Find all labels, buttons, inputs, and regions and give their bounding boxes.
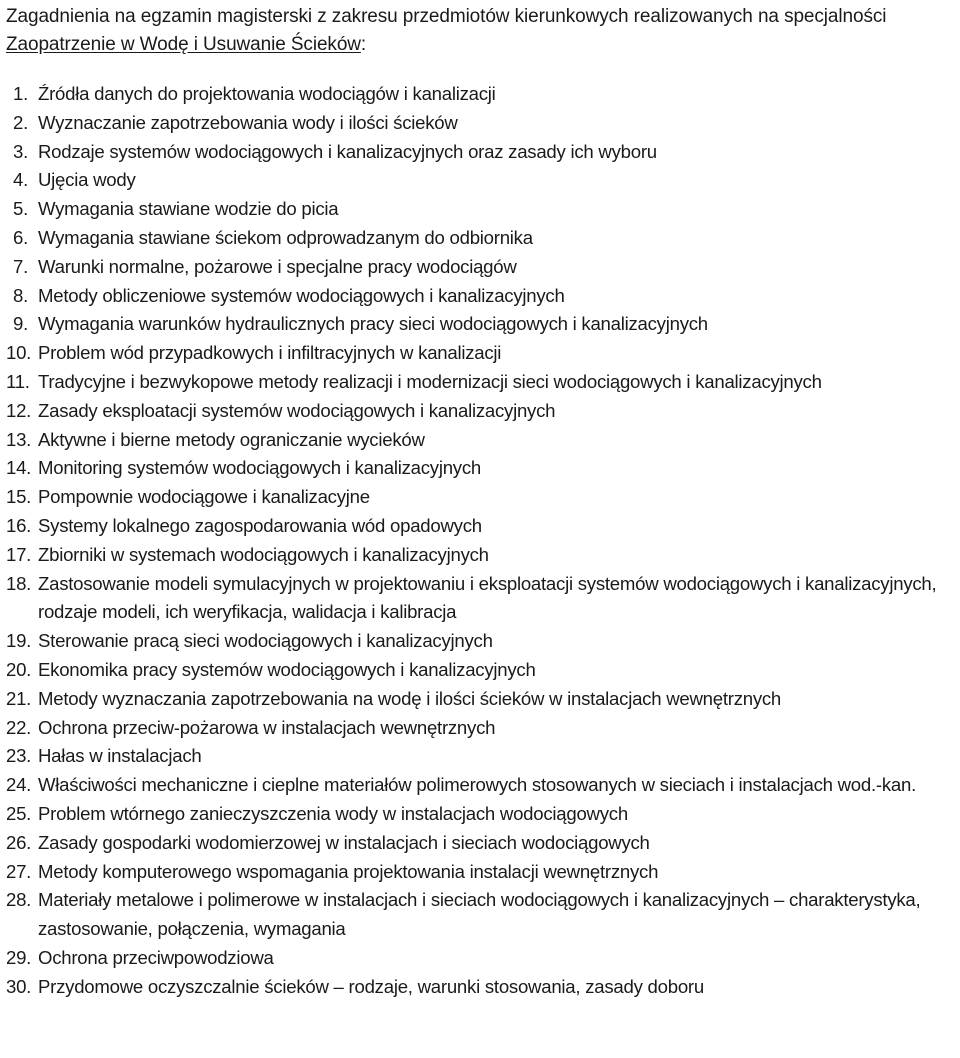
list-item-number: 10. — [6, 342, 32, 364]
list-item-number: 28. — [6, 889, 32, 911]
list-item — [6, 714, 956, 743]
list-item-text: Metody komputerowego wspomagania projektowania instalacji wewnętrznych — [38, 860, 659, 882]
list-item-text: Systemy lokalnego zagospodarowania wód opadowych — [38, 514, 482, 536]
list-item-text: Wyznaczanie zapotrzebowania wody i ilości ścieków — [38, 111, 458, 133]
list-item-number: 18. — [6, 572, 32, 594]
list-item — [6, 253, 956, 282]
list-item-text: Ochrona przeciw-pożarowa w instalacjach wewnętrznych — [38, 716, 496, 738]
list-item-number: 25. — [6, 802, 32, 824]
list-item-number: 24. — [6, 774, 32, 796]
list-item — [6, 195, 956, 224]
list-item-text: Przydomowe oczyszczalnie ścieków – rodzaje, warunki stosowania, zasady doboru — [38, 975, 704, 997]
list-item-number: 23. — [6, 745, 32, 767]
list-item — [6, 512, 956, 541]
list-item-text: Zasady gospodarki wodomierzowej w instalacjach i sieciach wodociągowych — [38, 831, 650, 853]
list-item-text: Materiały metalowe i polimerowe w instalacjach i sieciach wodociągowych i kanalizacyjnych – charakterystyka, zastosowanie, połączenia, wymagania — [38, 889, 921, 940]
heading-prefix: Zagadnienia na egzamin magisterski z zakresu przedmiotów kierunkowych realizowanych na specjalności — [6, 6, 887, 27]
list-item-number: 6. — [13, 226, 29, 248]
list-item-text: Problem wtórnego zanieczyszczenia wody w instalacjach wodociągowych — [38, 802, 628, 824]
list-item — [6, 454, 956, 483]
list-item — [6, 541, 956, 570]
list-item-number: 30. — [6, 975, 32, 997]
list-item-number: 4. — [13, 169, 29, 191]
list-item-number: 16. — [6, 514, 32, 536]
list-item-number: 13. — [6, 428, 32, 450]
list-item — [6, 685, 956, 714]
list-item — [6, 109, 956, 138]
list-item-text: Zastosowanie modeli symulacyjnych w projektowaniu i eksploatacji systemów wodociągowych i kanalizacyjnych, rodzaje modeli, ich weryfikacja, walidacja i kalibracja — [38, 572, 937, 623]
list-item-text: Aktywne i bierne metody ograniczanie wycieków — [38, 428, 425, 450]
list-item-number: 20. — [6, 658, 32, 680]
list-item — [6, 80, 956, 109]
list-item — [6, 829, 956, 858]
list-item — [6, 771, 956, 800]
list-item-text: Źródła danych do projektowania wodociągów i kanalizacji — [38, 83, 496, 104]
list-item-number: 29. — [6, 946, 32, 968]
list-item — [6, 570, 956, 628]
list-item — [6, 339, 956, 368]
list-item — [6, 224, 956, 253]
list-item — [6, 166, 956, 195]
list-item — [6, 627, 956, 656]
list-item-text: Rodzaje systemów wodociągowych i kanalizacyjnych oraz zasady ich wyboru — [38, 140, 657, 162]
heading-suffix: : — [360, 34, 367, 55]
list-item-number: 21. — [6, 687, 32, 709]
list-item-number: 22. — [6, 716, 32, 738]
list-item-number: 1. — [13, 83, 29, 104]
document-heading — [6, 0, 956, 59]
list-item-number: 12. — [6, 399, 32, 421]
list-item — [6, 944, 956, 973]
list-item — [6, 368, 956, 397]
list-item-text: Tradycyjne i bezwykopowe metody realizacji i modernizacji sieci wodociągowych i kanalizacyjnych — [38, 370, 822, 392]
list-item-number: 8. — [13, 284, 29, 306]
list-item-text: Problem wód przypadkowych i infiltracyjnych w kanalizacji — [38, 342, 502, 364]
list-item-number: 17. — [6, 543, 32, 565]
list-item-number: 2. — [13, 111, 29, 133]
heading-specialization: Zaopatrzenie w Wodę i Usuwanie Ścieków — [6, 34, 361, 55]
list-item — [6, 397, 956, 426]
list-item-text: Pompownie wodociągowe i kanalizacyjne — [38, 486, 370, 508]
list-item — [6, 886, 956, 944]
list-item — [6, 656, 956, 685]
list-item-number: 14. — [6, 457, 32, 479]
list-item-text: Monitoring systemów wodociągowych i kanalizacyjnych — [38, 457, 481, 479]
list-item-number: 26. — [6, 831, 32, 853]
list-item — [6, 973, 956, 1002]
list-item-number: 15. — [6, 486, 32, 508]
list-item-text: Właściwości mechaniczne i cieplne materiałów polimerowych stosowanych w sieciach i instalacjach wod.-kan. — [38, 774, 916, 796]
list-item-text: Ochrona przeciwpowodziowa — [38, 946, 274, 968]
list-item-text: Wymagania stawiane wodzie do picia — [38, 198, 339, 220]
list-item — [6, 282, 956, 311]
list-item-text: Hałas w instalacjach — [38, 745, 202, 767]
list-item-text: Metody obliczeniowe systemów wodociągowych i kanalizacyjnych — [38, 284, 565, 306]
list-item-text: Ujęcia wody — [38, 169, 136, 191]
list-item-number: 27. — [6, 860, 32, 882]
list-item-text: Ekonomika pracy systemów wodociągowych i kanalizacyjnych — [38, 658, 536, 680]
list-item-number: 9. — [13, 313, 29, 335]
list-item-number: 7. — [13, 255, 29, 277]
list-item — [6, 742, 956, 771]
topic-list — [6, 80, 956, 1002]
list-item — [6, 483, 956, 512]
list-item-number: 11. — [6, 370, 30, 392]
list-item-text: Warunki normalne, pożarowe i specjalne pracy wodociągów — [38, 255, 517, 277]
list-item-number: 19. — [6, 630, 32, 652]
list-item-text: Wymagania stawiane ściekom odprowadzanym do odbiornika — [38, 226, 533, 248]
list-item — [6, 426, 956, 455]
list-item-number: 5. — [13, 198, 29, 220]
list-item-text: Zbiorniki w systemach wodociągowych i kanalizacyjnych — [38, 543, 489, 565]
list-item-number: 3. — [13, 140, 29, 162]
list-item-text: Metody wyznaczania zapotrzebowania na wodę i ilości ścieków w instalacjach wewnętrznych — [38, 687, 782, 709]
list-item — [6, 310, 956, 339]
list-item-text: Wymagania warunków hydraulicznych pracy sieci wodociągowych i kanalizacyjnych — [38, 313, 708, 335]
list-item — [6, 138, 956, 167]
list-item-text: Sterowanie pracą sieci wodociągowych i kanalizacyjnych — [38, 630, 493, 652]
list-item — [6, 858, 956, 887]
list-item-text: Zasady eksploatacji systemów wodociągowych i kanalizacyjnych — [38, 399, 556, 421]
list-item — [6, 800, 956, 829]
